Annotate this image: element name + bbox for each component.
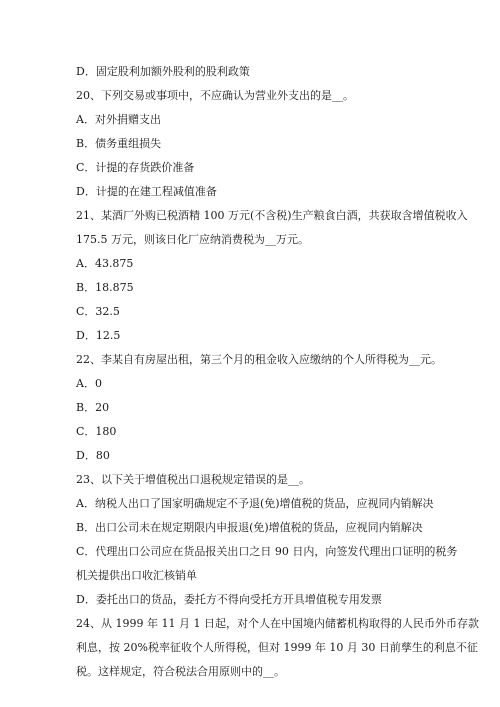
- option-a-q22: A．0: [76, 377, 102, 390]
- option-d-q23: D．委托出口的货品，委托方不得向受托方开具增值税专用发票: [76, 593, 382, 606]
- option-c-q21: C．32.5: [76, 305, 120, 318]
- question-21: 21、某酒厂外购已税酒精 100 万元(不含税)生产粮食白酒，共获取含增值税收入: [76, 209, 468, 222]
- option-b-q23: B．出口公司未在规定期限内申报退(免)增值税的货品，应视同内销解决: [76, 521, 423, 534]
- question-23: 23、以下关于增值税出口退税规定错误的是__。: [76, 473, 310, 486]
- question-24-cont-2: 税。这样规定，符合税法合用原则中的__。: [76, 665, 285, 678]
- option-d-q22: D．80: [76, 449, 110, 462]
- option-a-q21: A．43.875: [76, 257, 134, 270]
- option-b-q21: B．18.875: [76, 281, 134, 294]
- question-24-cont-1: 利息，按 20%税率征收个人所得税，但对 1999 年 10 月 30 日前孳生的利息不征: [76, 641, 478, 654]
- question-20: 20、下列交易或事项中，不应确认为营业外支出的是__。: [76, 89, 354, 102]
- option-c-q20: C．计提的存货跌价准备: [76, 161, 195, 174]
- option-c-q23-cont: 机关提供出口收汇核销单: [76, 569, 197, 582]
- option-b-q20: B．债务重组损失: [76, 137, 162, 150]
- option-d-q20: D．计提的在建工程减值准备: [76, 185, 217, 198]
- option-d-q19: D．固定股利加额外股利的股利政策: [76, 65, 250, 78]
- option-a-q20: A．对外捐赠支出: [76, 113, 161, 126]
- option-c-q23: C．代理出口公司应在货品报关出口之日 90 日内，向签发代理出口证明的税务: [76, 545, 458, 558]
- option-c-q22: C．180: [76, 425, 117, 438]
- option-a-q23: A．纳税人出口了国家明确规定不予退(免)增值税的货品，应视同内销解决: [76, 497, 434, 510]
- option-b-q22: B．20: [76, 401, 110, 414]
- question-24: 24、从 1999 年 11 月 1 日起，对个人在中国境内储蓄机构取得的人民币外币存款: [76, 617, 479, 630]
- question-21-cont: 175.5 万元，则该日化厂应纳消费税为__万元。: [76, 233, 309, 246]
- option-d-q21: D．12.5: [76, 329, 121, 342]
- question-22: 22、李某自有房屋出租，第三个月的租金收入应缴纳的个人所得税为__元。: [76, 353, 442, 366]
